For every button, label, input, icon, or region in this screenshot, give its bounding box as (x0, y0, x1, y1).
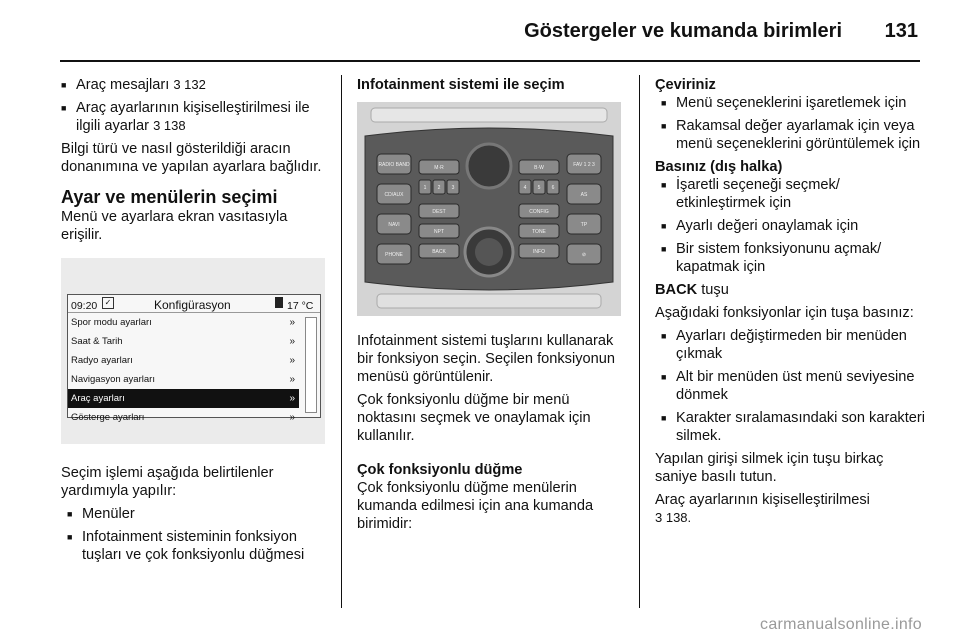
panel-button-label: TP (580, 222, 588, 228)
panel-button-label: 3 (451, 185, 455, 191)
column-1 (61, 76, 329, 569)
check-icon: ✓ (102, 297, 114, 309)
bullet-item: ■ Alt bir menüden üst menü seviyesine dönmek (661, 368, 925, 404)
header-title: Göstergeler ve kumanda birimleri (524, 20, 842, 42)
chevron-right-icon: » (289, 355, 295, 366)
menu-item: Radyo ayarları » (68, 351, 299, 370)
infotainment-panel-photo (357, 102, 621, 316)
panel-button-label: 2 (437, 185, 441, 191)
menu-item-selected: Araç ayarları » (68, 389, 299, 408)
section-heading: Ayar ve menülerin seçimi (61, 187, 278, 207)
paragraph: Çok fonksiyonlu düğme menülerin kumanda edilmesi için ana kumanda birimidir: (357, 480, 594, 532)
panel-button-label: NPT (434, 229, 444, 235)
chevron-right-icon: » (289, 374, 295, 385)
watermark: carmanualsonline.info (760, 616, 922, 633)
bullet-item: ■ Menü seçeneklerini işaretlemek için (661, 94, 925, 112)
panel-button-label: M·R (434, 165, 444, 171)
paragraph: Bilgi türü ve nasıl gösterildiği aracın donanımına ve yapılan ayarlara bağlıdır. (61, 141, 322, 175)
bullet-item: ■ Ayarlı değeri onaylamak için (661, 217, 925, 235)
section-heading: Infotainment sistemi ile seçim (357, 77, 565, 93)
header-rule (60, 60, 920, 62)
bullet-text: Araç mesajları (76, 77, 170, 93)
panel-button-label: 1 (423, 185, 427, 191)
back-key-line (655, 281, 925, 299)
panel-button-label: ⊘ (581, 252, 587, 258)
chevron-right-icon: » (289, 393, 295, 404)
back-key-label: BACK (655, 282, 698, 298)
display-screenshot (61, 258, 325, 444)
panel-button-label: 6 (551, 185, 555, 191)
cross-reference[interactable]: 3 138 (153, 118, 186, 133)
panel-button-label: 4 (523, 185, 527, 191)
panel-button-label: INFO (533, 249, 545, 255)
panel-button-label: BACK (432, 249, 446, 255)
panel-button-label: AS (580, 192, 588, 198)
cross-reference[interactable]: 3 138. (655, 510, 692, 525)
bullet-item: ■ Menüler (67, 505, 329, 523)
bullet-item: ■ Bir sistem fonksiyonunu açmak/ kapatmak için (661, 240, 925, 276)
paragraph: Aşağıdaki fonksiyonlar için tuşa basınız: (655, 305, 914, 321)
bullet-item: ■ Ayarları değiştirmeden bir menüden çıkmak (661, 327, 925, 363)
panel-button-label: CONFIG (529, 209, 549, 215)
panel-button-label: TONE (532, 229, 546, 235)
menu-item: Spor modu ayarları » (68, 313, 299, 332)
paragraph-text: Araç ayarlarının kişiselleştirilmesi (655, 492, 870, 508)
cross-reference[interactable]: 3 132 (173, 77, 206, 92)
chevron-right-icon: » (289, 412, 295, 423)
display-scrollbar (305, 317, 317, 413)
bullet-text: Araç ayarlarının kişiselleştirilmesi ile ilgili ayarlar (76, 100, 310, 134)
sub-heading: Basınız (dış halka) (655, 159, 783, 175)
panel-button-label: CD/AUX (384, 192, 404, 198)
paragraph: Yapılan girişi silmek için tuşu birkaç saniye basılı tutun. (655, 451, 884, 485)
chevron-right-icon: » (289, 317, 295, 328)
display-screen (67, 294, 321, 423)
bullet-item: ■ Infotainment sisteminin fonksiyon tuşları ve çok fonksiyonlu düğmesi (67, 528, 329, 564)
thermometer-icon (275, 297, 283, 308)
display-status-bar (68, 295, 320, 313)
column-2 (357, 76, 625, 538)
paragraph (655, 491, 925, 527)
bullet-item: ■ Rakamsal değer ayarlamak için veya menü seçeneklerini görüntülemek için (661, 117, 925, 153)
sub-heading: Çok fonksiyonlu düğme (357, 462, 523, 478)
menu-item: Navigasyon ayarları » (68, 370, 299, 389)
panel-button-label: 5 (537, 185, 541, 191)
paragraph: Menü ve ayarlara ekran vasıtasıyla erişilir. (61, 209, 288, 243)
power-volume-knob (467, 144, 511, 188)
panel-button-label: NAVI (388, 222, 400, 228)
menu-item: Gösterge ayarları » (68, 408, 299, 427)
bullet-item: ■ İşaretli seçeneği seçmek/ etkinleştirmek için (661, 176, 925, 212)
page-header (0, 0, 960, 62)
menu-item: Saat & Tarih » (68, 332, 299, 351)
column-divider (341, 75, 342, 608)
panel-button-label: B·W (534, 165, 544, 171)
bullet-item (61, 99, 329, 135)
panel-button-label: FAV 1 2 3 (573, 162, 595, 168)
column-divider (639, 75, 640, 608)
display-temperature: 17 °C (287, 300, 314, 312)
panel-button-label: PHONE (385, 252, 403, 258)
page-number: 131 (884, 20, 918, 42)
panel-button-label: RADIO BAND (378, 162, 410, 168)
display-time: 09:20 (71, 300, 98, 312)
panel-button-label: DEST (432, 209, 446, 215)
bullet-item (61, 76, 329, 94)
chevron-right-icon: » (289, 336, 295, 347)
sub-heading: Çeviriniz (655, 77, 716, 93)
paragraph: Seçim işlemi aşağıda belirtilenler yardımıyla yapılır: (61, 465, 274, 499)
display-title: Konfigürasyon (154, 298, 231, 312)
bullet-item: ■ Karakter sıralamasındaki son karakteri silmek. (661, 409, 925, 445)
paragraph: Çok fonksiyonlu düğme bir menü noktasını seçmek ve onaylamak için kullanılır. (357, 392, 591, 444)
back-key-suffix: tuşu (701, 282, 729, 298)
column-3 (655, 76, 925, 532)
paragraph: Infotainment sistemi tuşlarını kullanarak bir fonksiyon seçin. Seçilen fonksiyonun menüsü görüntülenir. (357, 333, 615, 385)
